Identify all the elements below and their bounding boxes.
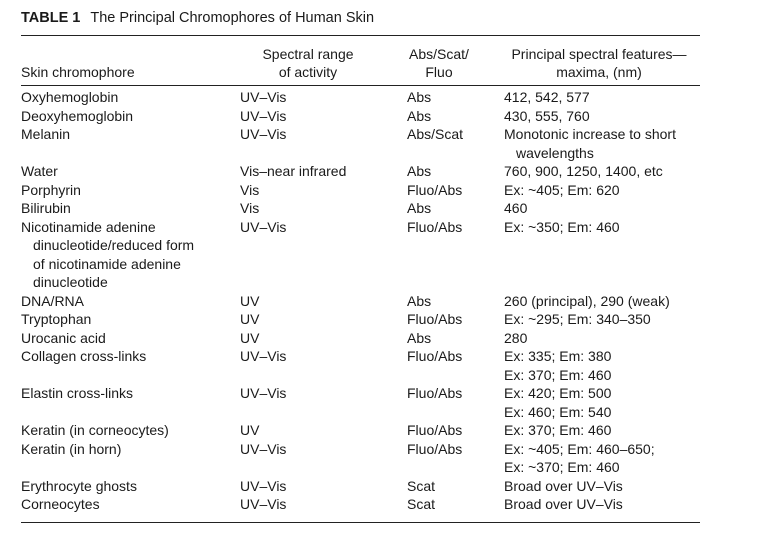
cell-chromophore: [21, 88, 240, 107]
spectral-feature: 260 (principal), 290 (weak): [504, 292, 670, 309]
table-caption: [21, 10, 374, 26]
cell-spectral-features: [504, 218, 700, 292]
cell-chromophore: [21, 495, 240, 514]
cell-spectral-features: [504, 125, 700, 162]
cell-chromophore: [21, 199, 240, 218]
chromophore-name: Deoxyhemoglobin: [21, 107, 134, 124]
table-row: [21, 329, 700, 348]
chromophore-name: Oxyhemoglobin: [21, 89, 119, 105]
spectral-feature: Ex: ~350; Em: 460: [504, 218, 620, 235]
cell-spectral-features: [504, 384, 700, 421]
header-rule: [21, 85, 700, 86]
chromophore-name: dinucleotide: [33, 274, 108, 290]
table-row: [21, 495, 700, 514]
spectral-feature: 430, 555, 760: [504, 107, 590, 124]
cell-chromophore: [21, 107, 240, 126]
cell-chromophore: [21, 162, 240, 181]
cell-spectral-range: UV: [240, 422, 260, 438]
spectral-feature: Ex: 460; Em: 540: [504, 403, 612, 420]
chromophore-name: Tryptophan: [21, 311, 92, 327]
cell-spectral-features: [504, 477, 700, 496]
table-row: [21, 440, 700, 477]
table-row: [21, 421, 700, 440]
spectral-feature: Ex: 370; Em: 460: [504, 366, 612, 383]
cell-spectral-features: [504, 347, 700, 384]
cell-chromophore: [21, 181, 240, 200]
spectral-feature: Broad over UV–Vis: [504, 477, 623, 494]
cell-chromophore: [21, 310, 240, 329]
chromophore-table: [21, 88, 700, 514]
cell-abs-scat-fluo: Fluo/Abs: [407, 385, 463, 401]
top-rule: [21, 35, 700, 36]
cell-chromophore: [21, 125, 240, 162]
cell-chromophore: [21, 421, 240, 440]
chromophore-name: Elastin cross-links: [21, 385, 134, 401]
cell-spectral-range: UV–Vis: [240, 126, 287, 142]
cell-abs-scat-fluo: Fluo/Abs: [407, 440, 463, 457]
spectral-feature: Ex: ~405; Em: 460–650;: [504, 440, 655, 457]
chromophore-name: Keratin (in corneocytes): [21, 422, 169, 438]
cell-spectral-range: Vis: [240, 200, 260, 216]
table-title: The Principal Chromophores of Human Skin: [90, 10, 375, 26]
cell-abs-scat-fluo: Abs: [407, 200, 432, 216]
table-row: [21, 477, 700, 496]
cell-spectral-range: UV–Vis: [240, 477, 287, 494]
chromophore-name: dinucleotide/reduced form: [33, 237, 195, 253]
chromophore-name: Melanin: [21, 126, 71, 142]
cell-abs-scat-fluo: Fluo/Abs: [407, 181, 463, 198]
header-abs-scat-fluo: Abs/Scat/ Fluo: [409, 46, 469, 80]
spectral-feature: 412, 542, 577: [504, 89, 590, 105]
cell-chromophore: [21, 440, 240, 477]
table-row: [21, 88, 700, 107]
cell-abs-scat-fluo: Fluo/Abs: [407, 422, 463, 438]
cell-spectral-features: [504, 88, 700, 107]
cell-spectral-features: [504, 107, 700, 126]
cell-abs-scat-fluo: Scat: [407, 496, 436, 512]
cell-abs-scat-fluo: Fluo/Abs: [407, 311, 463, 327]
cell-abs-scat-fluo: Abs: [407, 329, 432, 346]
bottom-rule: [21, 522, 700, 523]
cell-abs-scat-fluo: Abs: [407, 163, 432, 179]
cell-spectral-features: [504, 181, 700, 200]
spectral-feature: Ex: ~405; Em: 620: [504, 181, 620, 198]
cell-spectral-features: [504, 421, 700, 440]
spectral-feature: 760, 900, 1250, 1400, etc: [504, 163, 663, 179]
cell-spectral-range: UV: [240, 311, 260, 327]
table-row: [21, 310, 700, 329]
cell-abs-scat-fluo: Abs: [407, 89, 432, 105]
cell-chromophore: [21, 292, 240, 311]
chromophore-name: of nicotinamide adenine: [33, 255, 181, 272]
table-row: [21, 347, 700, 384]
cell-chromophore: [21, 347, 240, 384]
cell-spectral-range: UV–Vis: [240, 440, 287, 457]
cell-spectral-features: [504, 329, 700, 348]
table-row: [21, 384, 700, 421]
spectral-feature: Broad over UV–Vis: [504, 496, 623, 512]
table-row: [21, 125, 700, 162]
cell-spectral-features: [504, 310, 700, 329]
spectral-feature: Ex: 370; Em: 460: [504, 422, 612, 438]
cell-spectral-range: UV–Vis: [240, 348, 287, 364]
chromophore-name: Nicotinamide adenine: [21, 218, 156, 235]
cell-spectral-features: [504, 162, 700, 181]
cell-spectral-range: UV: [240, 329, 260, 346]
chromophore-name: Erythrocyte ghosts: [21, 477, 137, 494]
cell-abs-scat-fluo: Fluo/Abs: [407, 348, 463, 364]
cell-spectral-features: [504, 440, 700, 477]
table-row: [21, 218, 700, 292]
cell-abs-scat-fluo: Abs: [407, 107, 432, 124]
chromophore-name: Corneocytes: [21, 496, 100, 512]
spectral-feature: Ex: ~295; Em: 340–350: [504, 311, 651, 327]
table-row: [21, 292, 700, 311]
table-body: [21, 88, 700, 514]
cell-spectral-range: Vis: [240, 181, 260, 198]
chromophore-name: Keratin (in horn): [21, 440, 122, 457]
cell-abs-scat-fluo: Abs: [407, 292, 432, 309]
cell-spectral-range: UV–Vis: [240, 89, 287, 105]
cell-spectral-range: Vis–near infrared: [240, 163, 347, 179]
cell-spectral-features: [504, 495, 700, 514]
cell-abs-scat-fluo: Scat: [407, 477, 436, 494]
chromophore-name: Water: [21, 163, 58, 179]
cell-spectral-range: UV–Vis: [240, 218, 287, 235]
header-spectral-features: Principal spectral features— maxima, (nm): [511, 46, 687, 80]
cell-spectral-range: UV: [240, 292, 260, 309]
spectral-feature: 460: [504, 200, 528, 216]
cell-abs-scat-fluo: Abs/Scat: [407, 126, 464, 142]
chromophore-name: Urocanic acid: [21, 329, 106, 346]
table-number: TABLE 1: [21, 10, 81, 26]
spectral-feature: wavelengths: [516, 144, 594, 161]
spectral-feature: Ex: ~370; Em: 460: [504, 459, 620, 475]
header-spectral-range: Spectral range of activity: [262, 46, 354, 80]
chromophore-name: DNA/RNA: [21, 292, 85, 309]
chromophore-name: Bilirubin: [21, 200, 71, 216]
spectral-feature: Ex: 335; Em: 380: [504, 348, 612, 364]
chromophore-name: Collagen cross-links: [21, 348, 147, 364]
table-row: [21, 162, 700, 181]
cell-chromophore: [21, 477, 240, 496]
cell-spectral-range: UV–Vis: [240, 107, 287, 124]
cell-chromophore: [21, 384, 240, 421]
cell-spectral-features: [504, 292, 700, 311]
table-row: [21, 199, 700, 218]
cell-abs-scat-fluo: Fluo/Abs: [407, 218, 463, 235]
cell-spectral-features: [504, 199, 700, 218]
cell-chromophore: [21, 218, 240, 292]
spectral-feature: 280: [504, 329, 528, 346]
table-row: [21, 181, 700, 200]
spectral-feature: Monotonic increase to short: [504, 126, 676, 142]
cell-chromophore: [21, 329, 240, 348]
spectral-feature: Ex: 420; Em: 500: [504, 385, 612, 401]
cell-spectral-range: UV–Vis: [240, 496, 287, 512]
cell-spectral-range: UV–Vis: [240, 385, 287, 401]
header-skin-chromophore: Skin chromophore: [21, 64, 135, 80]
chromophore-name: Porphyrin: [21, 181, 81, 198]
table-row: [21, 107, 700, 126]
